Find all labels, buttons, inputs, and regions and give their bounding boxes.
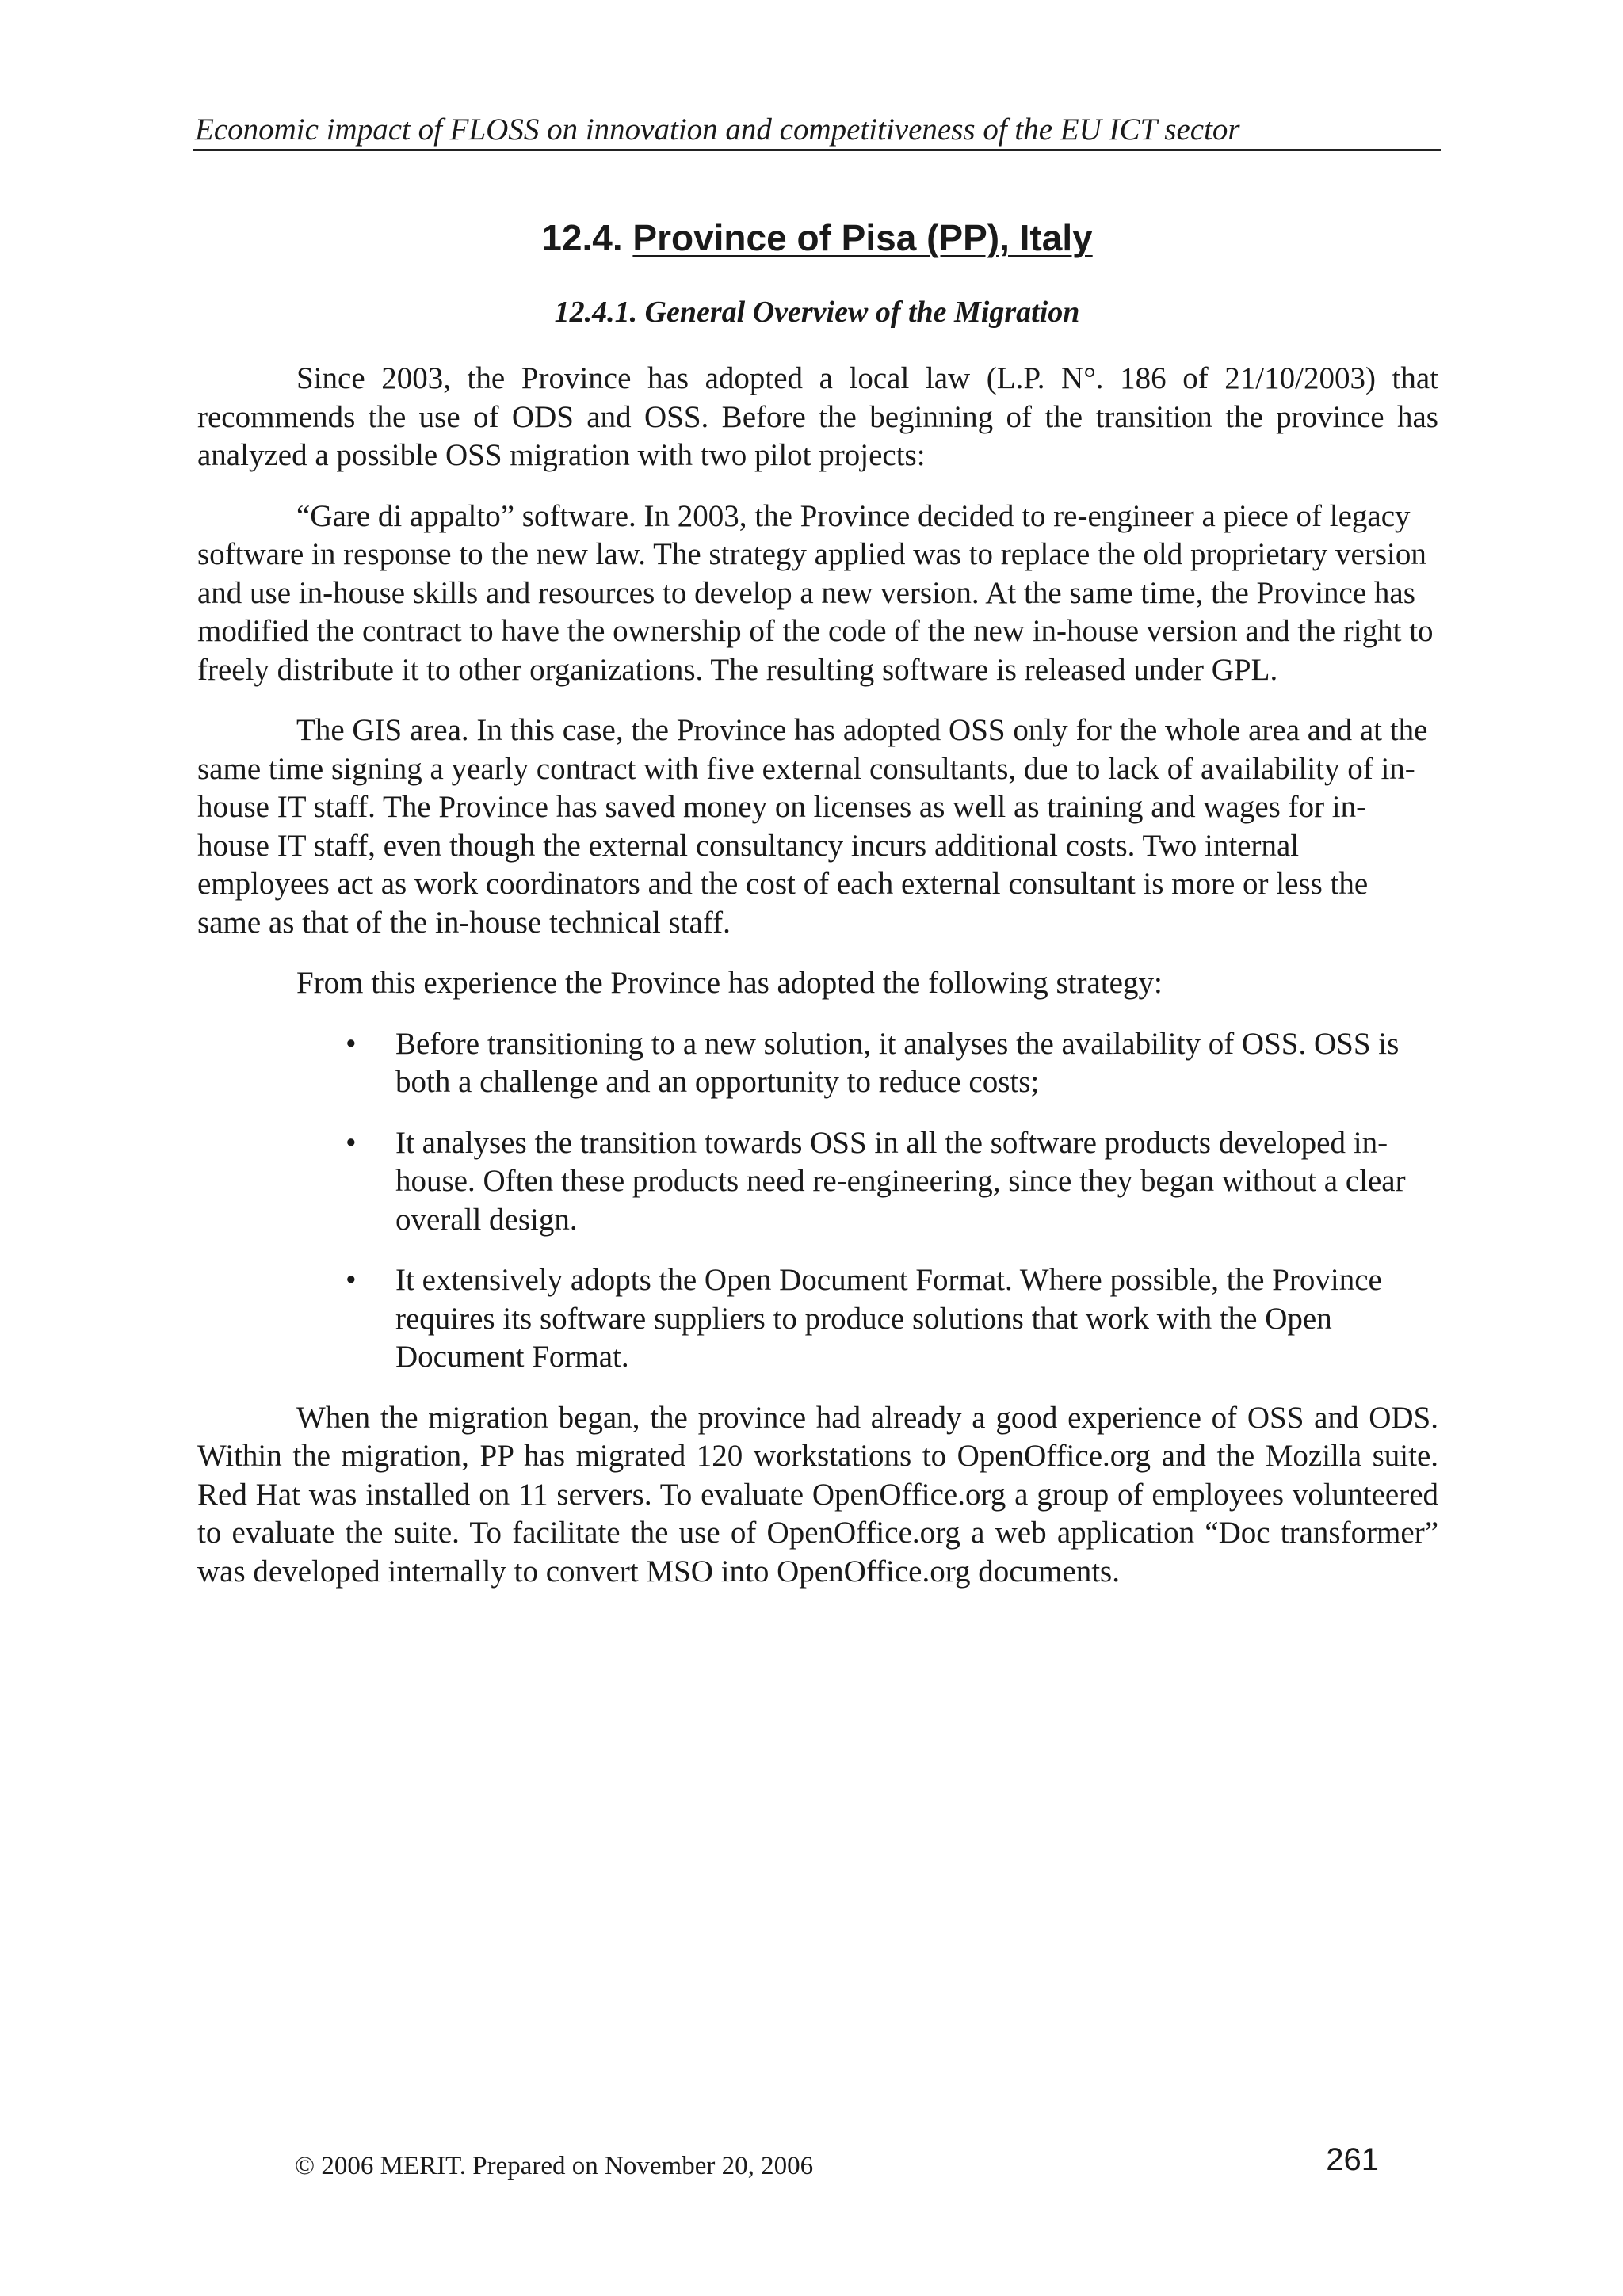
section-number: 12.4. <box>541 217 623 258</box>
bullet-icon: • <box>346 1026 357 1061</box>
bullet-icon: • <box>346 1263 357 1297</box>
footer-copyright: © 2006 MERIT. Prepared on November 20, 2006 <box>295 2152 814 2180</box>
list-item <box>197 1025 1438 1102</box>
strategy-list <box>197 1025 1438 1377</box>
subsection-title: 12.4.1. General Overview of the Migration <box>554 296 1080 329</box>
list-item <box>197 1261 1438 1377</box>
list-item-text: Before transitioning to a new solution, it analyses the availability of OSS. OSS is both a challenge and an opportunity to reduce costs; <box>395 1026 1400 1099</box>
paragraph-gis-area: The GIS area. In this case, the Province has adopted OSS only for the whole area and at the same time signing a yearly contract with five external consultants, due to lack of availability of in-house IT staff. The Province has saved money on licenses as well as training and wages for in-house IT staff, even though the external consultancy incurs additional costs. Two internal employees act as work coordinators and the cost of each external consultant is more or less the same as that of the in-house technical staff. <box>197 713 1428 940</box>
header-rule <box>193 149 1441 151</box>
list-item <box>197 1124 1438 1240</box>
bullet-icon: • <box>346 1125 357 1160</box>
list-item-text: It extensively adopts the Open Document Format. Where possible, the Province requires its software suppliers to produce solutions that work with the Open Document Format. <box>395 1263 1382 1374</box>
body-text <box>197 360 1438 1613</box>
list-item-text: It analyses the transition towards OSS in all the software products developed in-house. Often these products need re-engineering, since they began without a clear overall design. <box>395 1125 1406 1237</box>
paragraph-migration: When the migration began, the province had already a good experience of OSS and ODS. Within the migration, PP has migrated 120 workstations to OpenOffice.org and the Mozilla suite. Red Hat was installed on 11 servers. To evaluate OpenOffice.org a group of employees volunteered to evaluate the suite. To facilitate the use of OpenOffice.org a web application “Doc transformer” was developed internally to convert MSO into OpenOffice.org documents. <box>197 1400 1438 1589</box>
page-number: 261 <box>1326 2142 1379 2177</box>
paragraph-gare-di-appalto: “Gare di appalto” software. In 2003, the Province decided to re-engineer a piece of legacy software in response to the new law. The strategy applied was to replace the old proprietary version and use in-house skills and resources to develop a new version. At the same time, the Province has modified the contract to have the ownership of the code of the new in-house version and the right to freely distribute it to other organizations. The resulting software is released under GPL. <box>197 498 1434 687</box>
section-title-text: Province of Pisa (PP), Italy <box>632 217 1093 258</box>
paragraph-intro: Since 2003, the Province has adopted a local law (L.P. N°. 186 of 21/10/2003) that recommends the use of ODS and OSS. Before the beginning of the transition the province has analyzed a possible OSS migration with two pilot projects: <box>197 361 1438 472</box>
running-header: Economic impact of FLOSS on innovation and competitiveness of the EU ICT sector <box>195 113 1240 147</box>
section-title <box>195 212 1439 263</box>
paragraph-strategy-intro: From this experience the Province has adopted the following strategy: <box>296 966 1163 1000</box>
